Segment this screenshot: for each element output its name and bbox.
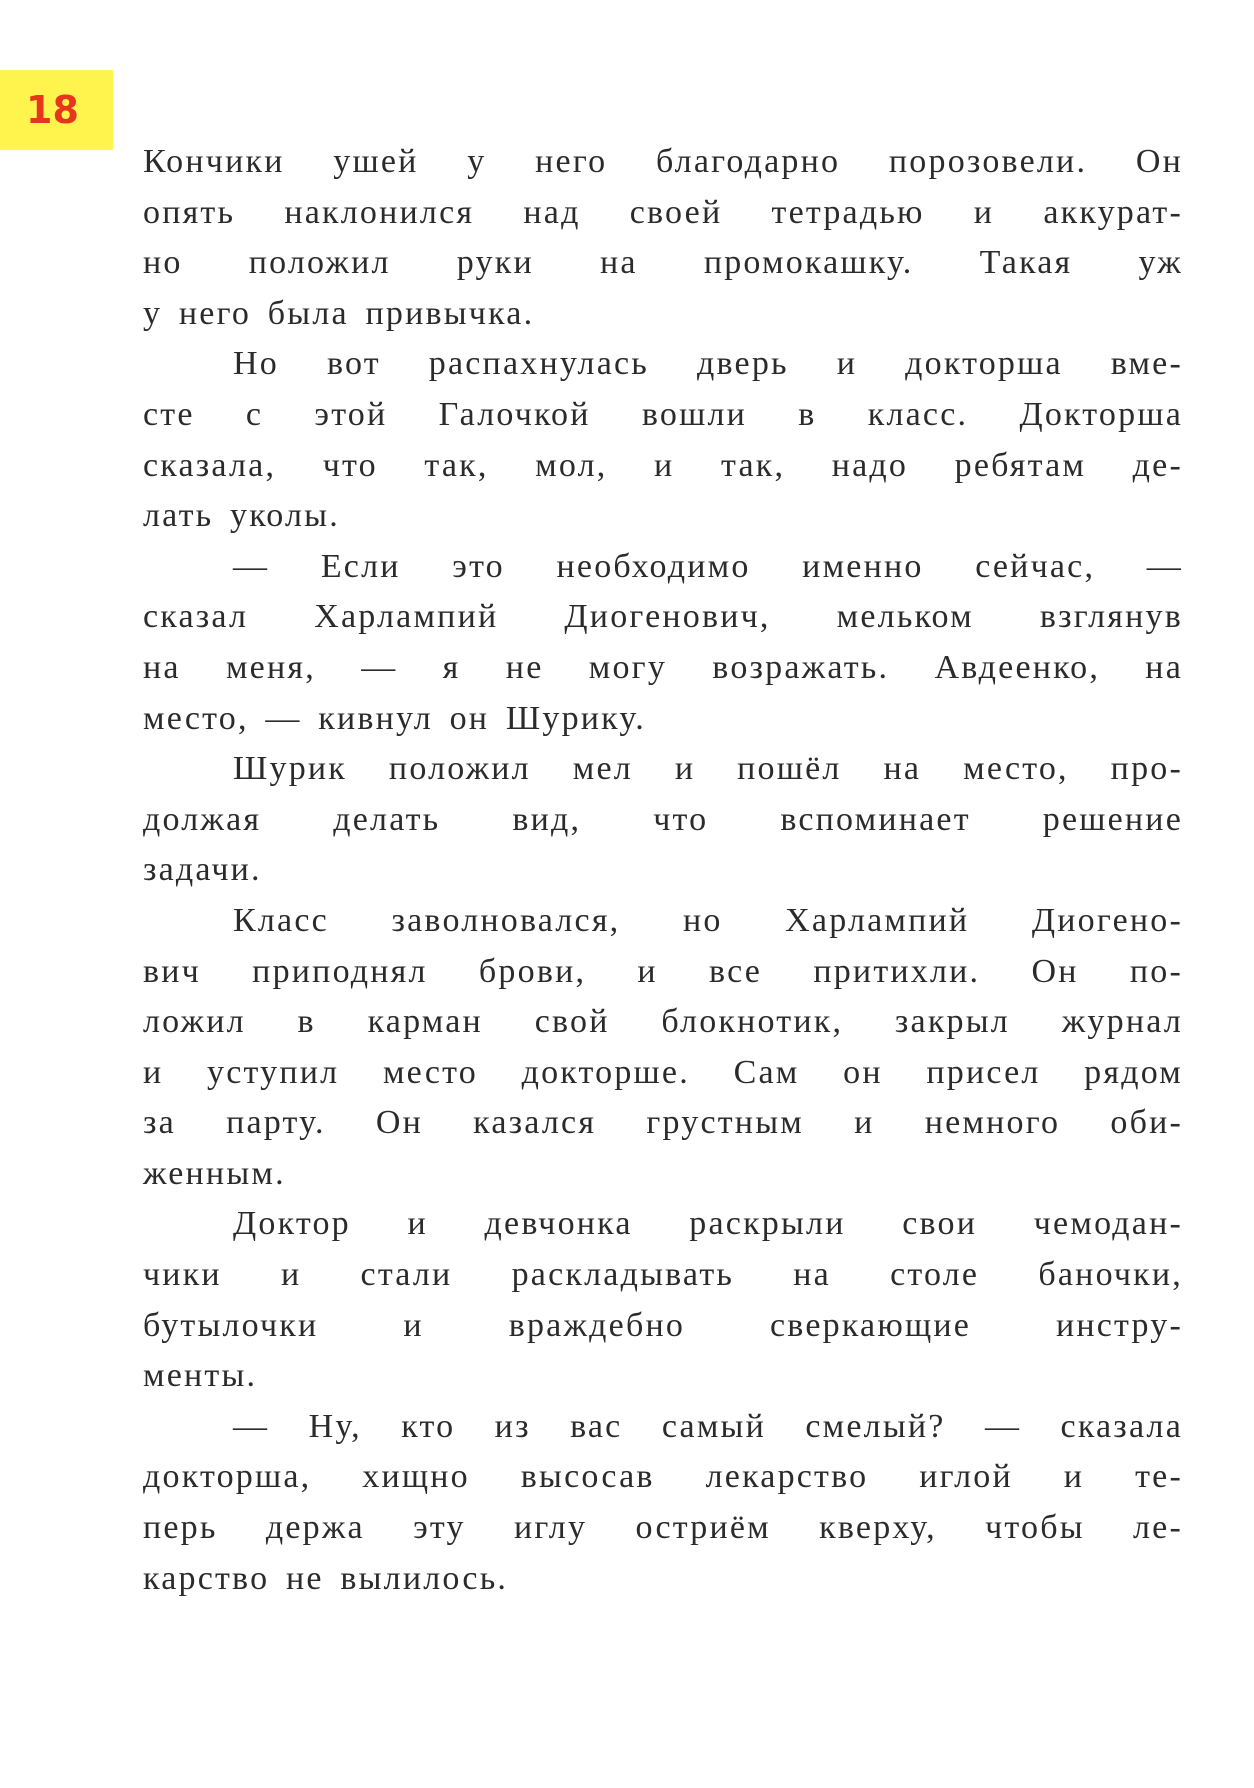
text-line: но положил руки на промокашку. Такая уж [143, 244, 1183, 282]
text-line: ложил в карман свой блокнотик, закрыл журнал [143, 1003, 1183, 1041]
text-line: сказала, что так, мол, и так, надо ребятам де- [143, 446, 1183, 484]
text-line: женным. [143, 1154, 286, 1192]
text-line: и уступил место докторше. Сам он присел рядом [143, 1053, 1183, 1091]
text-line: на меня, — я не могу возражать. Авдеенко, на [143, 648, 1183, 686]
text-line: менты. [143, 1357, 258, 1395]
text-line: у него была привычка. [143, 294, 535, 332]
page-number: 18 [0, 70, 113, 150]
text-line: Шурик положил мел и пошёл на место, про- [233, 750, 1183, 788]
text-line: лать уколы. [143, 497, 340, 535]
text-line: Доктор и девчонка раскрыли свои чемодан- [233, 1205, 1183, 1243]
text-line: карство не вылилось. [143, 1559, 509, 1597]
text-line: бутылочки и враждебно сверкающие инстру- [143, 1306, 1183, 1344]
text-line: докторша, хищно высосав лекарство иглой и те- [143, 1458, 1183, 1496]
text-line: вич приподнял брови, и все притихли. Он по- [143, 952, 1183, 990]
text-line: опять наклонился над своей тетрадью и аккурат- [143, 193, 1183, 231]
text-line: сказал Харлампий Диогенович, мельком взглянув [143, 598, 1183, 636]
text-line: место, — кивнул он Шурику. [143, 699, 646, 737]
text-line: — Если это необходимо именно сейчас, — [233, 547, 1183, 585]
text-line: чики и стали раскладывать на столе баночки, [143, 1256, 1183, 1294]
text-line: Но вот распахнулась дверь и докторша вме- [233, 345, 1183, 383]
text-line: должая делать вид, что вспоминает решение [143, 800, 1183, 838]
body-text [143, 137, 1183, 1604]
text-line: — Ну, кто из вас самый смелый? — сказала [233, 1407, 1183, 1445]
text-line: сте с этой Галочкой вошли в класс. Докторша [143, 395, 1183, 433]
text-line: Кончики ушей у него благодарно порозовели. Он [143, 143, 1183, 180]
text-line: за парту. Он казался грустным и немного оби- [143, 1104, 1183, 1142]
text-line: перь держа эту иглу остриём кверху, чтобы ле- [143, 1509, 1183, 1547]
text-line: Класс заволновался, но Харлампий Диогено- [233, 901, 1183, 939]
text-line: задачи. [143, 851, 262, 889]
